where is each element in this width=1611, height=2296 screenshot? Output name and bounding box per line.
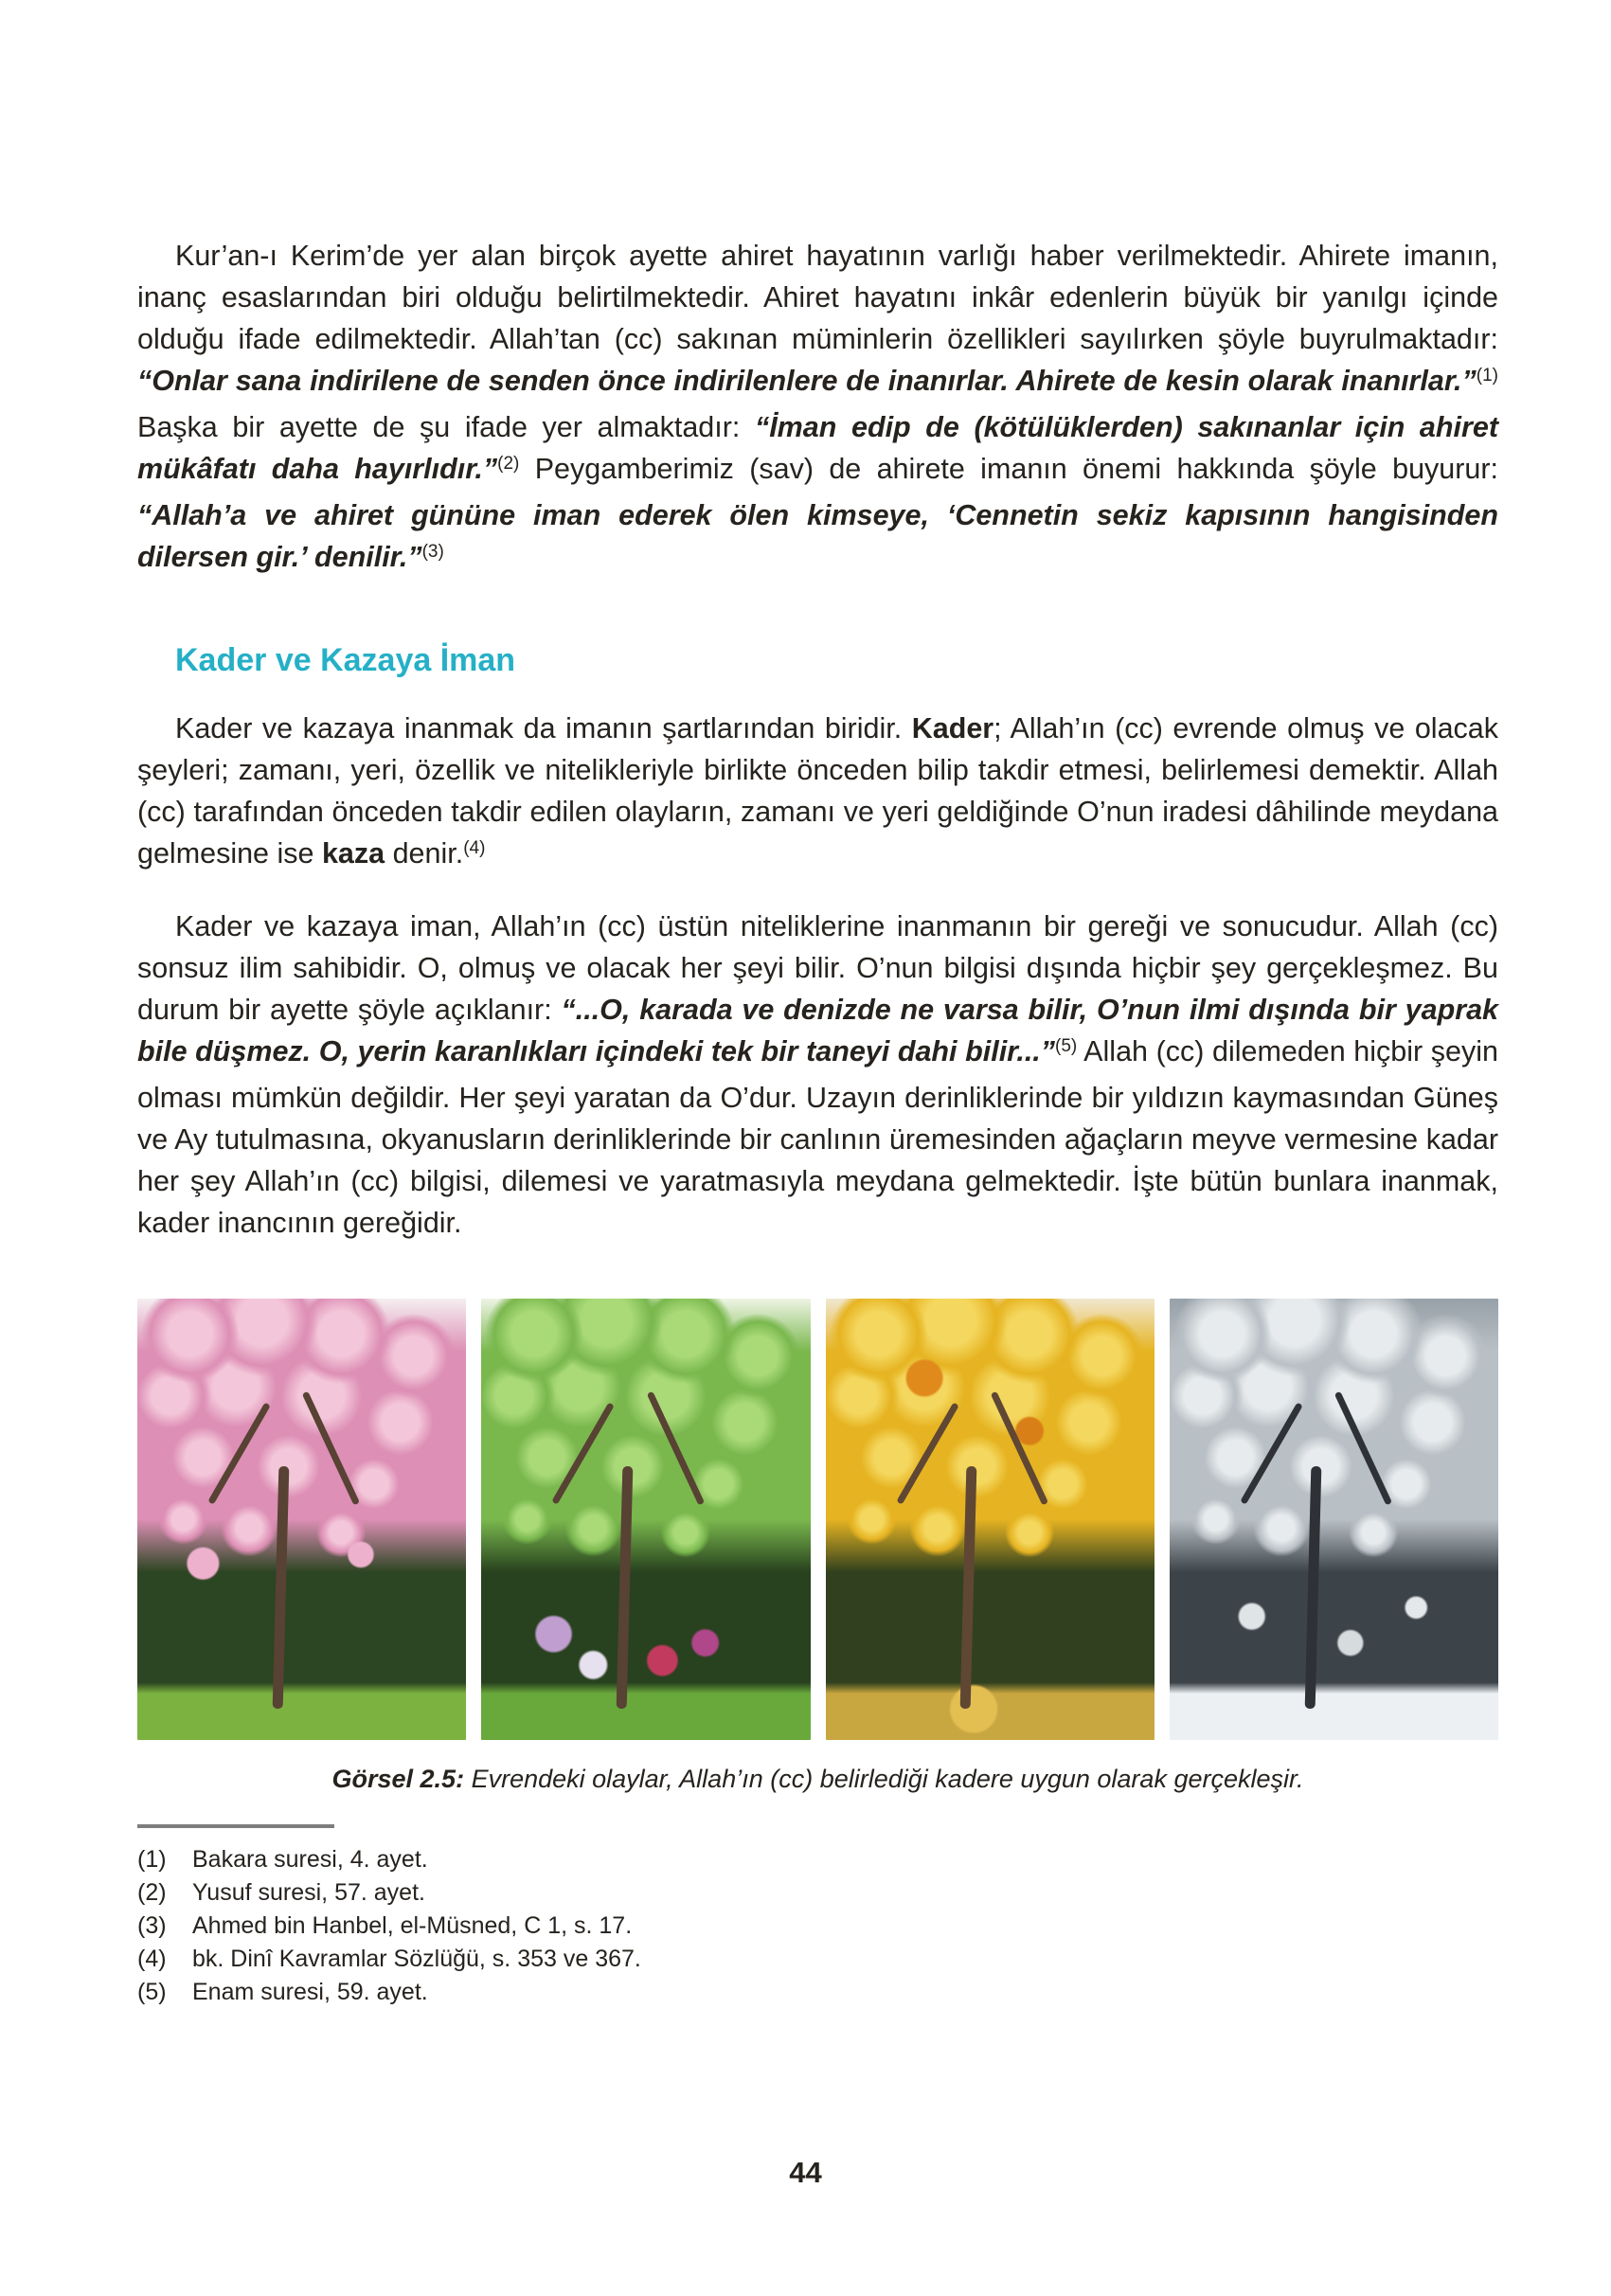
footnote-number: (1) xyxy=(137,1846,167,1873)
text-segment: Kader ve kazaya inanmak da imanın şartlarından biridir. xyxy=(175,712,912,744)
season-photo-summer xyxy=(481,1299,810,1740)
text-segment: (5) xyxy=(1055,1036,1078,1056)
tree-trunk xyxy=(617,1466,634,1709)
footnote-number: (2) xyxy=(137,1879,167,1906)
text-segment: (3) xyxy=(421,542,444,562)
text-segment: kaza xyxy=(321,837,385,870)
text-segment: Peygamberimiz (sav) de ahirete imanın önemi hakkında şöyle buyurur: xyxy=(519,453,1498,485)
footnote-text: bk. Dinî Kavramlar Sözlüğü, s. 353 ve 367. xyxy=(192,1946,641,1972)
text-segment: (2) xyxy=(497,454,520,474)
text-segment: Allah (cc) dilemeden hiçbir şeyin olması mümkün değildir. Her şeyi yaratan da O’dur. Uzayın derinliklerinde bir yıldızın kaymasından Güneş ve Ay tutulmasına, okyanusların derinliklerinde bir canlının üremesinden ağaçların meyve vermesine kadar her şey Allah’ın (cc) bilgisi, dilemesi ve yaratmasıyla meydana gelmektedir. İşte bütün bunlara inanmak, kader inancının gereğidir. xyxy=(137,1035,1498,1239)
footnote-text: Ahmed bin Hanbel, el-Müsned, C 1, s. 17. xyxy=(192,1912,633,1939)
figure-caption-label: Görsel 2.5: xyxy=(331,1765,465,1793)
tree-branch xyxy=(646,1391,704,1506)
tree-branch xyxy=(1240,1402,1303,1504)
tree-branch xyxy=(991,1391,1048,1506)
paragraph-kader-tanim xyxy=(137,708,1498,879)
text-segment: Kader xyxy=(911,712,994,744)
tree-branch xyxy=(302,1391,360,1506)
text-segment: (1) xyxy=(1476,366,1498,386)
footnote-number: (5) xyxy=(137,1979,167,2005)
text-segment: ; Allah’ın (cc) evrende olmuş ve olacak şeyleri; zamanı, yeri, özellik ve nitelikleriyle birlikte önceden bilip takdir etmesi, belirlemesi demektir. Allah (cc) tarafından önceden takdir edilen olayların, zamanı ve yeri geldiğinde O’nun iradesi dâhilinde meydana gelmesine ise xyxy=(137,712,1498,870)
footnote-item xyxy=(137,1843,1498,1876)
footnote-text: Enam suresi, 59. ayet. xyxy=(192,1979,428,2005)
text-segment: “Onlar sana indirilene de senden önce indirilenlere de inanırlar. Ahirete de kesin olarak inanırlar.” xyxy=(137,365,1477,397)
footnote-divider xyxy=(137,1824,334,1828)
footnote-text: Yusuf suresi, 57. ayet. xyxy=(192,1879,425,1906)
tree-branch xyxy=(896,1402,959,1504)
paragraph-kader-iman xyxy=(137,906,1498,1244)
tree-branch xyxy=(1334,1391,1392,1506)
tree-branch xyxy=(552,1402,616,1504)
footnote-text: Bakara suresi, 4. ayet. xyxy=(192,1846,428,1873)
page-content xyxy=(137,235,1498,2009)
tree-trunk xyxy=(1304,1466,1321,1709)
text-segment: Kader ve kazaya iman, Allah’ın (cc) üstün niteliklerine inanmanın bir gereği ve sonucudur. Allah (cc) sonsuz ilim sahibidir. O, olmuş ve olacak her şeyi bilir. O’nun bilgisi dışında hiçbir şey gerçekleşmez. Bu durum bir ayette şöyle açıklanır: xyxy=(137,910,1498,1026)
page-number: 44 xyxy=(789,2156,822,2189)
text-segment: “Allah’a ve ahiret gününe iman ederek ölen kimseye, ‘Cennetin sekiz kapısının hangisinden dilersen gir.’ denilir.” xyxy=(137,499,1498,573)
text-segment: Kur’an-ı Kerim’de yer alan birçok ayette ahiret hayatının varlığı haber verilmektedir. Ahirete imanın, inanç esaslarından biri olduğu belirtilmektedir. Ahiret hayatını inkâr edenlerin büyük bir yanılgı içinde olduğu ifade edilmektedir. Allah’tan (cc) sakınan müminlerin özellikleri sayılırken şöyle buyrulmaktadır: xyxy=(137,240,1498,355)
footnote-item xyxy=(137,1976,1498,2009)
figure-caption-text: Evrendeki olaylar, Allah’ın (cc) belirlediği kadere uygun olarak gerçekleşir. xyxy=(464,1765,1304,1793)
paragraph-ahiret xyxy=(137,235,1498,583)
season-photo-autumn xyxy=(826,1299,1155,1740)
footnotes-list xyxy=(137,1843,1498,2009)
figure-caption xyxy=(137,1765,1498,1794)
footnote-item xyxy=(137,1910,1498,1943)
tree-branch xyxy=(207,1402,271,1504)
figure-four-seasons xyxy=(137,1299,1498,1740)
footnote-number: (4) xyxy=(137,1946,167,1972)
footnote-item xyxy=(137,1943,1498,1976)
text-segment: “İman edip de (kötülüklerden) sakınanlar için ahiret mükâfatı daha hayırlıdır.” xyxy=(137,411,1498,485)
footnote-item xyxy=(137,1876,1498,1910)
text-segment: (4) xyxy=(463,838,486,858)
text-segment: Başka bir ayette de şu ifade yer almaktadır: xyxy=(137,411,755,443)
footnote-number: (3) xyxy=(137,1912,167,1939)
text-segment: “...O, karada ve denizde ne varsa bilir, O’nun ilmi dışında bir yaprak bile düşmez. O, yerin karanlıkları içindeki tek bir taneyi dahi bilir...” xyxy=(137,994,1498,1067)
text-segment: denir. xyxy=(385,837,464,870)
section-heading: Kader ve Kazaya İman xyxy=(175,642,516,678)
season-photo-spring xyxy=(137,1299,466,1740)
tree-trunk xyxy=(960,1466,977,1709)
season-photo-winter xyxy=(1170,1299,1498,1740)
tree-trunk xyxy=(272,1466,289,1709)
